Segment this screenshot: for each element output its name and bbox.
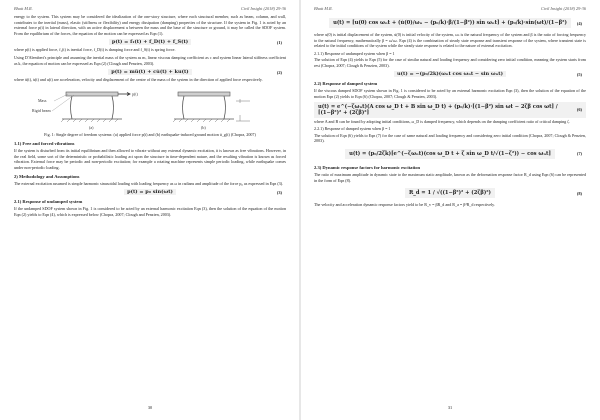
figure-caption: Fig. 1: Single degree of freedom systems: (a) applied force p(t) and (b) earthquake-induced ground motion ü_g(t) (Chopra, 2007) <box>44 131 256 137</box>
paragraph: Using D'Alembert's principle and assuming the inertial mass of the system as m, linear viscous damping coefficient as c and system linear lateral stiffness coefficient as k, the equation of motion can be expressed as Eqn (2) (Clough and Penzien, 2003). <box>14 54 286 66</box>
paragraph: The solution of Eqn (6) yields to Eqn (7) for the case of same natural and loading frequency and considering zero initial condition (Chopra, 2007; Clough & Penzien, 2003). <box>314 132 586 144</box>
page-number: 30 <box>147 405 153 410</box>
section-heading: 2.3) Dynamic response factors for harmonic excitation <box>314 164 421 170</box>
label-b: (b) <box>201 124 206 130</box>
equation-2 <box>14 68 286 76</box>
frame-a-drawing <box>52 92 130 122</box>
header-journal: Civil Insight (2018) 29-36 <box>541 6 586 11</box>
equation-5 <box>314 70 586 78</box>
sdof-diagram <box>14 85 286 131</box>
equation-4 <box>314 15 586 31</box>
frame-b-drawing <box>173 92 250 122</box>
equation-7 <box>314 146 586 162</box>
equation-8 <box>314 185 586 201</box>
paragraph: energy to the system. This system may be considered the idealization of the one-story structure, where each structural member, such as beam, column, and wall, contributes to the inertial (mass), elastic (stiffness or flexibility) and energy dissipation (damping) properties of the structure. If the system in Fig. 1 is acted by an external force p(t) in lateral direction, with an active displacement u between the mass and the base of the structure or ground, it may be called the SDOF system. From the equilibrium of the forces, the equation of the motion can be expressed as Eqn (1). <box>14 14 286 36</box>
running-header <box>314 6 586 14</box>
paragraph: If the viscous damped SDOF system shown in Fig. 1 is considered to be acted by an external harmonic excitation Eqn (3), then the solution of the equation of the motion Eqn (2) yields to Eqn (6) (Chopra, 2007; Clough & Penzien, 2003). <box>314 88 586 100</box>
label-mass: Mass <box>38 97 47 103</box>
section-heading: 1.1) Free and forced vibrations <box>14 141 75 147</box>
equation-formula: u(t) = (p₀/2ζk)[e^(−ζωₙt)(cos ω_D t + ζ sin ω_D t/√(1−ζ²)) − cos ωₙt] <box>345 149 555 159</box>
page-gutter <box>299 0 301 420</box>
right-page <box>302 0 598 420</box>
page-number: 31 <box>447 405 453 410</box>
section-heading: 2) Methodology and Assumptions <box>14 173 80 179</box>
running-header <box>14 6 286 14</box>
header-author: Bhatt M.R. <box>314 6 333 11</box>
paragraph: where u(0) is initial displacement of the system, u̇(0) is initial velocity of the system, ωₙ is the natural frequency of the system and β is the ratio of forcing frequency to the natural frequency, mathematically β = ω/ωₙ. Eqn (4) is the combination of steady state response and transient response of the system, where transient state is related to the initial conditions of the system while the steady state response is related to the nature of external excitation. <box>314 32 586 49</box>
equation-number: (8) <box>576 190 582 196</box>
equation-3 <box>14 188 286 196</box>
paragraph: If the system is disturbed from its initial equilibrium and then allowed to vibrate without any external dynamic excitation, it is known as free vibrations. However, in the real field, some sort of the deterministic or probabilistic loading act upon the structure in time-dependent nature, and the resulting vibration is known as forced vibration. External force may be periodic and non-periodic excitation; for example a rotating machine represents simple periodic loading, while earthquake comes under non-periodic loading. <box>14 148 286 170</box>
paragraph: where ü(t), u̇(t) and u(t) are acceleration, velocity and displacement of the centre of the mass of the system in the direction of applied force respectively. <box>14 77 263 83</box>
label-rigid-beam: Rigid beam <box>32 107 51 113</box>
equation-formula: u(t) = [u(0) cos ωₙt + (u̇(0)/ωₙ − (p₀/k)·β/(1−β²)) sin ωₙt] + (p₀/k)·sin(ωt)/(1−β²) <box>329 18 571 28</box>
equation-number: (4) <box>576 20 582 26</box>
left-page <box>2 0 298 420</box>
equation-formula: R_d = 1 / √((1−β²)² + (2ζβ)²) <box>405 188 495 198</box>
equation-formula: p(t) = mü(t) + cu̇(t) + ku(t) <box>108 69 191 75</box>
paragraph: The external excitation assumed is simple harmonic sinusoidal loading with loading frequency as ω in radians and amplitude of the force p₀ as expressed in Eqn (3). <box>14 180 284 186</box>
equation-number: (6) <box>576 107 582 113</box>
header-journal: Civil Insight (2018) 29-36 <box>241 6 286 11</box>
paragraph: The solution of Eqn (4) yields to Eqn (5) for the case of similar natural and loading frequency and considering zero initial condition, meaning the system starts from rest (Chopra, 2007; Clough & Penzien, 2003). <box>314 57 586 68</box>
equation-number: (3) <box>276 189 282 195</box>
label-a: (a) <box>89 124 94 130</box>
paragraph: where p(t) is applied force, f₁(t) is inertial force, f_D(t) is damping force and f_S(t) is spring force. <box>14 47 176 53</box>
subsection-heading: 2.1.1) Response of undamped system when β = 1 <box>314 50 395 56</box>
equation-number: (1) <box>276 39 282 45</box>
subsection-heading: 2.2.1) Response of damped system when β = 1 <box>314 126 391 132</box>
section-heading: 2.1) Response of undamped system <box>14 199 83 205</box>
equation-formula: p(t) = p₀ sin(ωt) <box>124 189 176 195</box>
sdof-figure <box>14 85 286 131</box>
equation-number: (2) <box>276 69 282 75</box>
section-heading: 2.2) Response of damped system <box>314 81 378 87</box>
paragraph: where A and B can be found by adopting initial conditions, ω_D is damped frequency, which depends on the damping coefficient ratio of critical damping ζ. <box>314 118 570 124</box>
header-author: Bhatt M.R. <box>14 6 33 11</box>
equation-number: (5) <box>576 71 582 77</box>
paragraph: If the undamped SDOF system shown in Fig. 1 is considered to be acted by an external harmonic excitation Eqn (3), then the solution of the equation of the motion Eqn (2) yields to Eqn (4), which is expressed below (Chopra, 2007; Clough and Penzien, 2003). <box>14 206 286 217</box>
paragraph: The velocity and acceleration dynamic response factors yield to be R_v = βR_d and R_a = β²R_d respectively. <box>314 202 495 208</box>
equation-number: (7) <box>576 151 582 157</box>
paragraph: The ratio of maximum amplitude in dynamic state to the maximum static amplitude, known as the deformation response factor R_d using Eqn (6) can be represented in the form of Eqn (8). <box>314 171 586 183</box>
equation-1 <box>14 38 286 46</box>
equation-formula: u(t) = e^(−ζωₙt)(A cos ω_D t + B sin ω_D t) + (p₀/k)·[(1−β²) sin ωt − 2ζβ cos ωt] / [(1−β²)² + (2ζβ)²] <box>314 102 586 118</box>
equation-formula: u(t) = −(p₀/2k)(ωₙt cos ωₙt − sin ωₙt) <box>394 71 506 77</box>
label-force: p(t) <box>132 91 138 97</box>
equation-6 <box>314 102 586 118</box>
equation-formula: p(t) = f₁(t) + f_D(t) + f_S(t) <box>109 39 191 45</box>
